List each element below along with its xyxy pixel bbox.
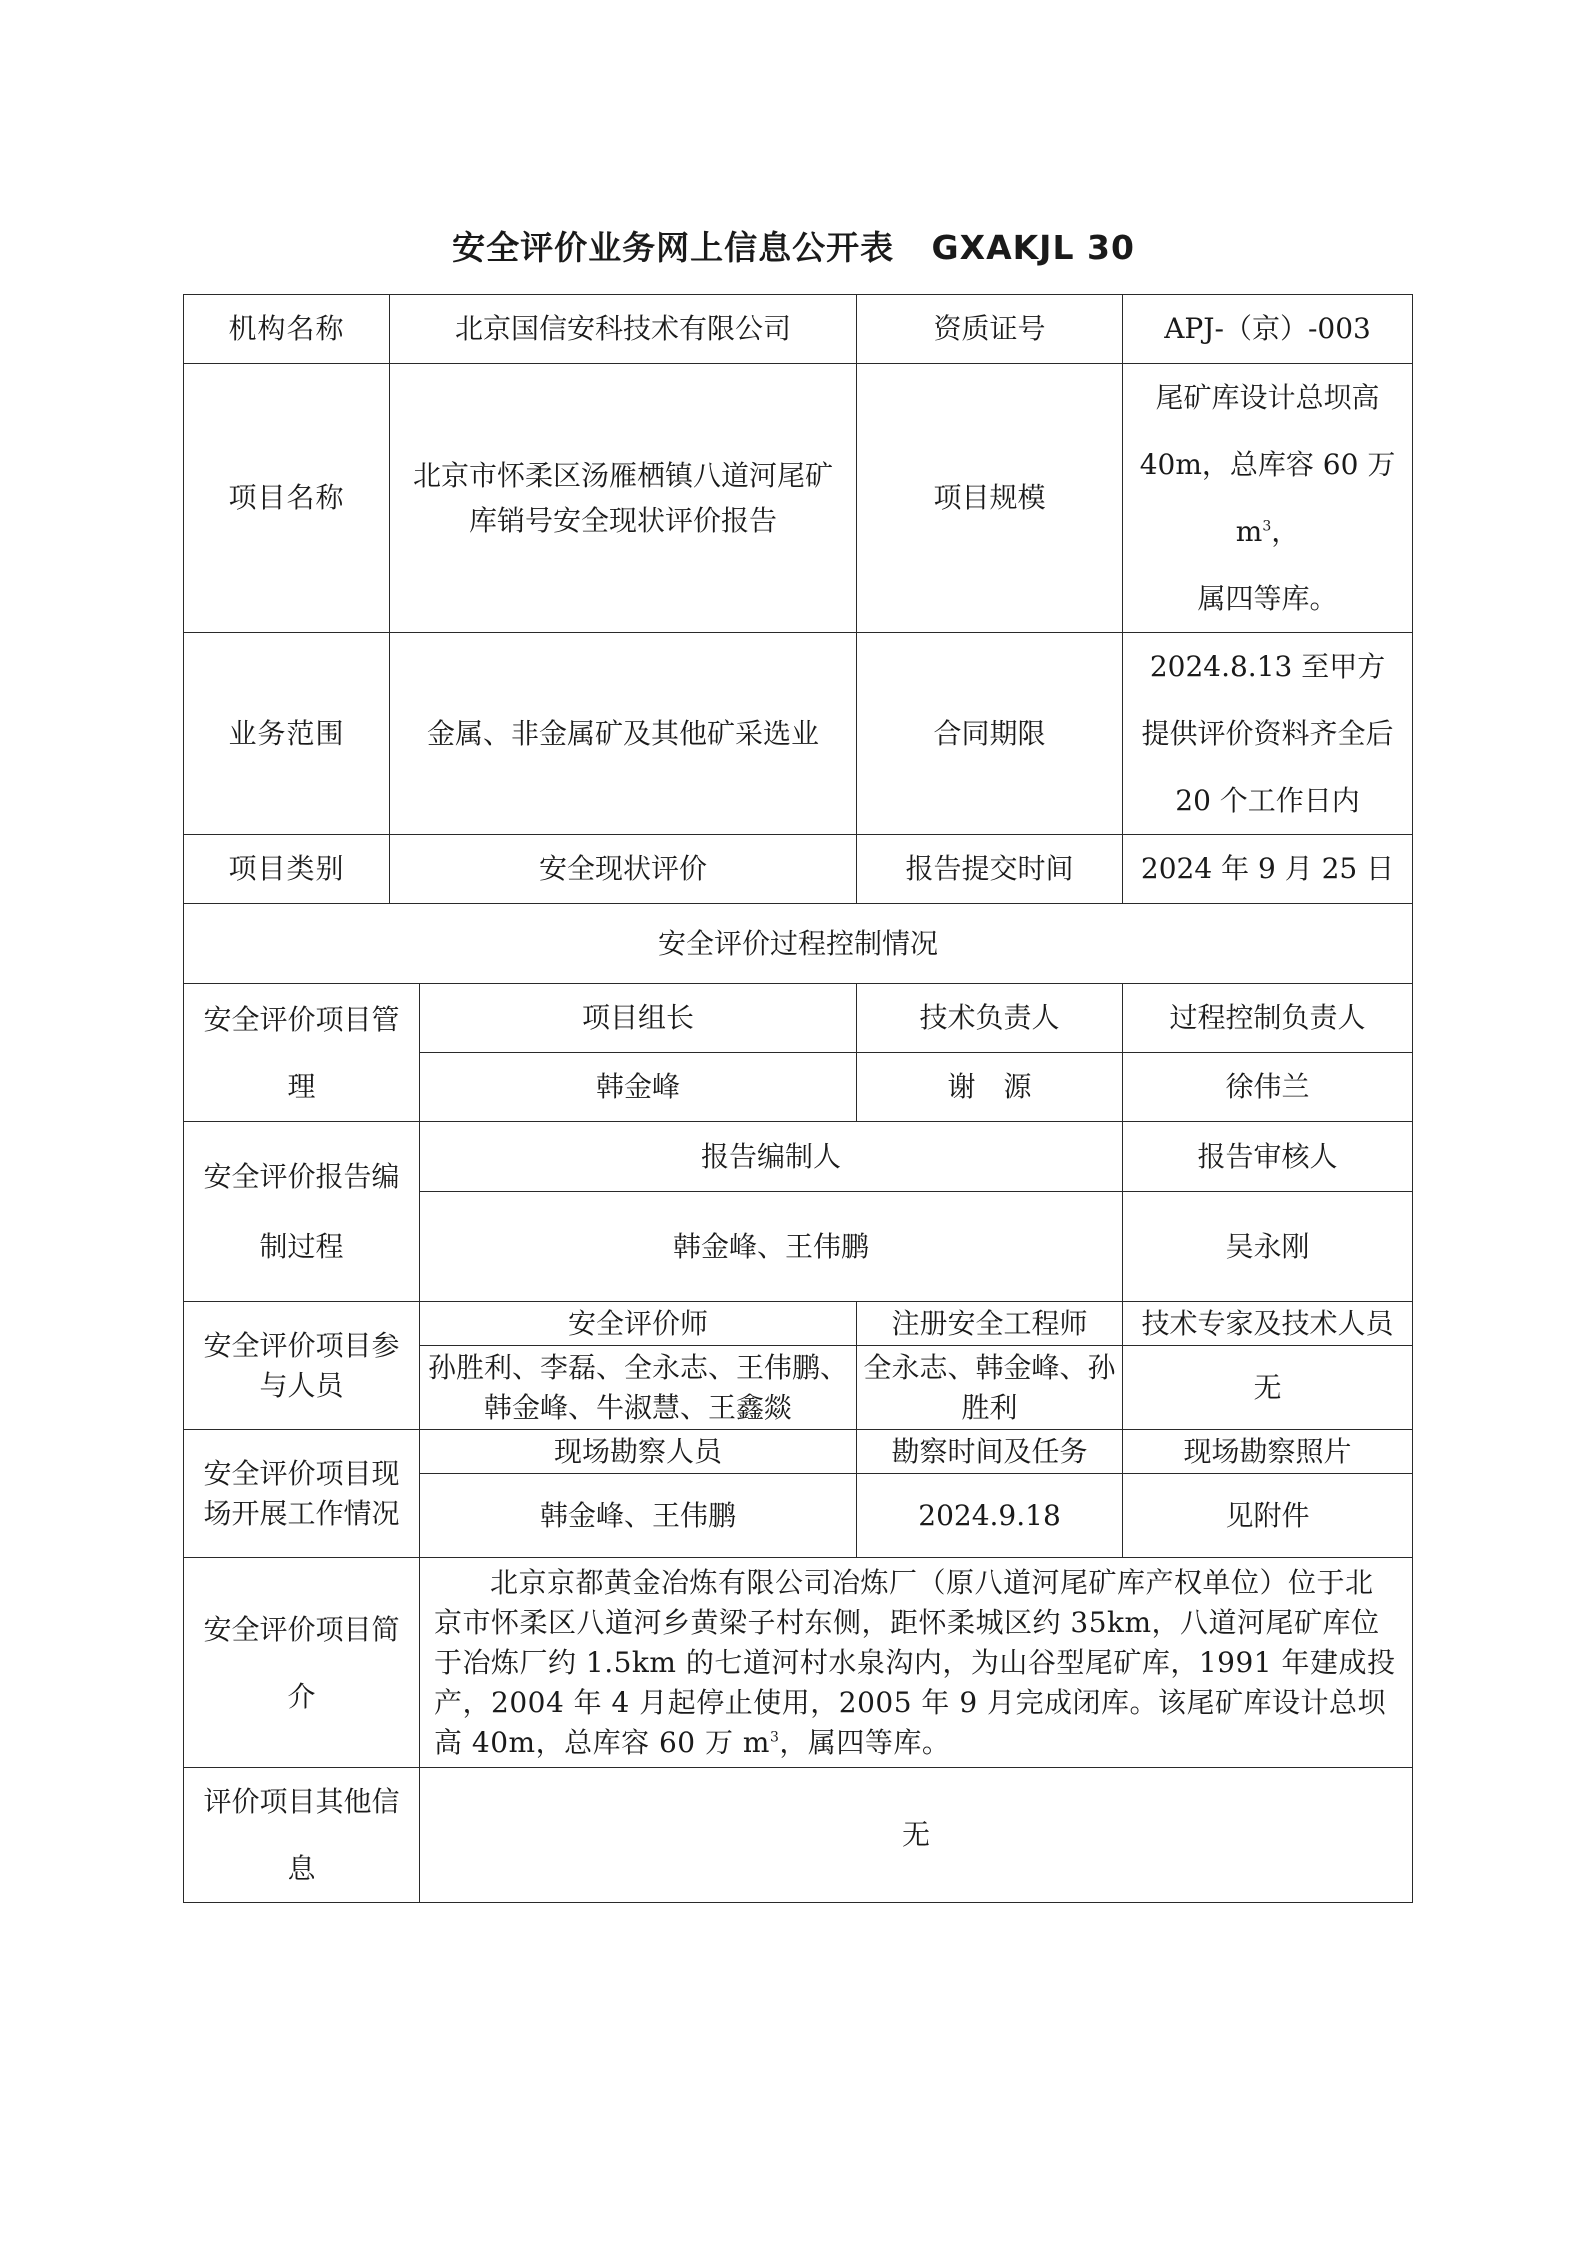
report-label: 安全评价报告编制过程 — [184, 1122, 420, 1302]
leader-label: 项目组长 — [420, 984, 857, 1053]
time-label: 勘察时间及任务 — [857, 1430, 1123, 1474]
business-label: 业务范围 — [184, 633, 390, 835]
author-value: 韩金峰、王伟鹏 — [420, 1192, 1123, 1302]
category-label: 项目类别 — [184, 835, 390, 904]
project-label: 项目名称 — [184, 364, 390, 633]
management-label: 安全评价项目管理 — [184, 984, 420, 1122]
survey-label: 现场勘察人员 — [420, 1430, 857, 1474]
row-participants-head — [184, 1302, 1413, 1346]
project-value: 北京市怀柔区汤雁栖镇八道河尾矿库销号安全现状评价报告 — [390, 364, 857, 633]
scale-line2 — [1129, 431, 1406, 565]
contract-value: 2024.8.13 至甲方提供评价资料齐全后 20 个工作日内 — [1123, 633, 1413, 835]
control-label: 过程控制负责人 — [1123, 984, 1413, 1053]
scale-line3: 属四等库。 — [1197, 582, 1338, 615]
scale-label: 项目规模 — [857, 364, 1123, 633]
process-header: 安全评价过程控制情况 — [184, 904, 1413, 984]
expert-label: 技术专家及技术人员 — [1123, 1302, 1413, 1346]
cert-label: 资质证号 — [857, 295, 1123, 364]
evaluator-label: 安全评价师 — [420, 1302, 857, 1346]
row-project — [184, 364, 1413, 633]
info-table — [183, 294, 1413, 1903]
intro-body: 北京京都黄金冶炼有限公司冶炼厂（原八道河尾矿库产权单位）位于北京市怀柔区八道河乡黄梁子村东侧，距怀柔城区约 35km，八道河尾矿库位于冶炼厂约 1.5km 的七道河村水泉沟内，为山谷型尾矿库，1991 年建成投产，2004 年 4 月起停止使用，2005 年 9 月完成闭库。该尾矿库设计总坝高 40m，总库容 60 万 m — [434, 1565, 1396, 1759]
org-value: 北京国信安科技术有限公司 — [390, 295, 857, 364]
other-label: 评价项目其他信息 — [184, 1768, 420, 1903]
reviewer-label: 报告审核人 — [1123, 1122, 1413, 1192]
photo-label: 现场勘察照片 — [1123, 1430, 1413, 1474]
other-value: 无 — [420, 1768, 1413, 1903]
tech-value: 谢 源 — [857, 1053, 1123, 1122]
business-value: 金属、非金属矿及其他矿采选业 — [390, 633, 857, 835]
fieldwork-label: 安全评价项目现场开展工作情况 — [184, 1430, 420, 1558]
engineer-label: 注册安全工程师 — [857, 1302, 1123, 1346]
photo-value: 见附件 — [1123, 1474, 1413, 1558]
row-intro — [184, 1558, 1413, 1768]
submit-value: 2024 年 9 月 25 日 — [1123, 835, 1413, 904]
row-process-header — [184, 904, 1413, 984]
author-label: 报告编制人 — [420, 1122, 1123, 1192]
intro-tail: ，属四等库。 — [779, 1725, 951, 1759]
row-report-head — [184, 1122, 1413, 1192]
cert-value: APJ-（京）-003 — [1123, 295, 1413, 364]
row-management-head — [184, 984, 1413, 1053]
scale-line2-text: 40m，总库容 60 万 m — [1139, 448, 1396, 548]
participants-label: 安全评价项目参与人员 — [184, 1302, 420, 1430]
control-value: 徐伟兰 — [1123, 1053, 1413, 1122]
scale-value — [1123, 364, 1413, 633]
expert-value: 无 — [1123, 1346, 1413, 1430]
contract-label: 合同期限 — [857, 633, 1123, 835]
scale-line2-tail: ， — [1271, 515, 1300, 548]
row-category — [184, 835, 1413, 904]
reviewer-value: 吴永刚 — [1123, 1192, 1413, 1302]
time-value: 2024.9.18 — [857, 1474, 1123, 1558]
intro-sup: 3 — [769, 1729, 780, 1746]
submit-label: 报告提交时间 — [857, 835, 1123, 904]
intro-text — [420, 1558, 1413, 1768]
engineer-value: 全永志、韩金峰、孙胜利 — [857, 1346, 1123, 1430]
org-label: 机构名称 — [184, 295, 390, 364]
row-fieldwork-head — [184, 1430, 1413, 1474]
category-value: 安全现状评价 — [390, 835, 857, 904]
leader-value: 韩金峰 — [420, 1053, 857, 1122]
survey-value: 韩金峰、王伟鹏 — [420, 1474, 857, 1558]
row-other — [184, 1768, 1413, 1903]
tech-label: 技术负责人 — [857, 984, 1123, 1053]
scale-sup: 3 — [1262, 518, 1272, 535]
evaluator-value: 孙胜利、李磊、全永志、王伟鹏、韩金峰、牛淑慧、王鑫燚 — [420, 1346, 857, 1430]
intro-label: 安全评价项目简介 — [184, 1558, 420, 1768]
row-business — [184, 633, 1413, 835]
scale-line1: 尾矿库设计总坝高 — [1155, 381, 1380, 414]
row-org — [184, 295, 1413, 364]
page-title: 安全评价业务网上信息公开表 GXAKJL 30 — [452, 228, 1135, 267]
